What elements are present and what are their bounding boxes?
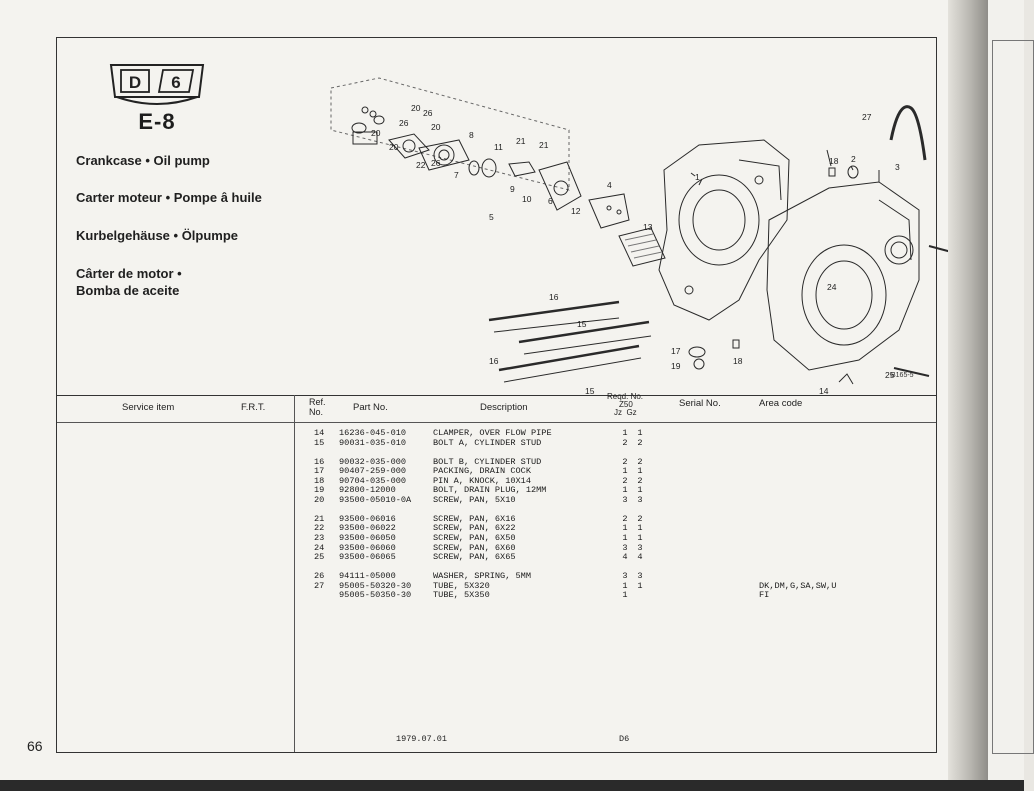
description-cell: CLAMPER, OVER FLOW PIPE (433, 428, 552, 438)
header-reqd-no: Reqd. No. (607, 392, 644, 401)
qty-gz-cell: 1 (637, 466, 643, 477)
title-german: Kurbelgehäuse • Ölpumpe (76, 228, 239, 243)
callout-6: 6 (548, 196, 553, 206)
title-french: Carter moteur • Pompe â huile (76, 190, 262, 205)
description-cell: SCREW, PAN, 5X10 (433, 494, 516, 505)
footer-date: 1979.07.01 (396, 734, 448, 744)
qty-gz-cell: 1 (637, 523, 643, 534)
callout-12: 12 (571, 206, 581, 216)
part-no-cell: 90031-035-010 (339, 437, 407, 448)
ref-no-cell: 22 (314, 523, 325, 534)
title-spanish-line1: Cârter de motor • (76, 266, 182, 281)
qty-jz-cell: 1 (622, 533, 628, 544)
qty-jz-cell: 1 (622, 523, 628, 534)
callout-21-b: 21 (539, 140, 549, 150)
callout-14: 14 (819, 386, 829, 396)
qty-jz-cell: 4 (622, 552, 628, 563)
callout-18-b: 18 (733, 356, 743, 366)
callout-4: 4 (607, 180, 612, 190)
qty-gz-cell: 3 (637, 571, 643, 582)
part-no-cell: 93500-06065 (339, 552, 396, 563)
header-ref-no: Ref. No. (309, 397, 326, 417)
ref-no-cell: 15 (314, 437, 325, 448)
header-part-no: Part No. (353, 402, 388, 413)
description-cell: SCREW, PAN, 6X16 (433, 513, 516, 524)
header-description: Description (480, 402, 528, 413)
callout-10: 10 (522, 194, 532, 204)
callout-24: 24 (827, 282, 837, 292)
description-cell: TUBE, 5X320 (433, 580, 490, 591)
header-frt: F.R.T. (241, 402, 266, 413)
part-no-cell: 95005-50320-30 (339, 580, 412, 591)
page-frame (56, 37, 937, 753)
part-no-cell: 93500-06050 (339, 533, 396, 544)
section-code: E-8 (138, 109, 176, 134)
qty-gz-cell: 1 (637, 580, 643, 591)
description-cell: BOLT B, CYLINDER STUD (433, 456, 542, 467)
column-rule (294, 395, 295, 752)
qty-gz-cell: 1 (637, 533, 643, 544)
callout-27: 27 (862, 112, 872, 122)
part-no-cell: 95005-50350-30 (339, 590, 412, 601)
qty-jz-cell: 2 (622, 456, 628, 467)
callout-9: 9 (510, 184, 515, 194)
qty-jz-cell: 1 (622, 428, 628, 438)
callout-1: 1 (695, 172, 700, 182)
qty-gz-cell: 2 (637, 456, 643, 467)
callout-19: 19 (671, 361, 681, 371)
callout-20-b: 20 (431, 122, 441, 132)
qty-jz-cell: 2 (622, 437, 628, 448)
ref-no-cell: 17 (314, 466, 325, 477)
callout-11: 11 (494, 142, 503, 152)
description-cell: WASHER, SPRING, 5MM (433, 571, 531, 582)
qty-jz-cell: 3 (622, 571, 628, 582)
qty-jz-cell: 1 (622, 466, 628, 477)
callout-8: 8 (469, 130, 474, 140)
callout-18-a: 18 (829, 156, 839, 166)
callout-15-a: 15 (577, 319, 587, 329)
book-gutter (948, 0, 988, 791)
part-no-cell: 92800-12000 (339, 485, 396, 496)
ref-no-cell: 24 (314, 542, 325, 553)
ref-no-cell: 26 (314, 571, 325, 582)
badge-number: 6 (171, 73, 181, 92)
callout-16-a: 16 (549, 292, 559, 302)
qty-gz-cell: 3 (637, 494, 643, 505)
qty-jz-cell: 1 (622, 580, 628, 591)
scan-edge (0, 780, 1024, 791)
description-cell: SCREW, PAN, 6X65 (433, 552, 516, 563)
description-cell: PIN A, KNOCK, 10X14 (433, 475, 531, 486)
diagram-reference: B165-5 (891, 372, 914, 379)
description-cell: SCREW, PAN, 6X50 (433, 533, 516, 544)
callout-25: 25 (885, 370, 895, 380)
page-number: 66 (27, 738, 43, 754)
qty-jz-cell: 3 (622, 494, 628, 505)
table-header (57, 392, 936, 423)
callout-20-a: 20 (411, 103, 421, 113)
callout-26-c: 26 (431, 158, 441, 168)
area-code-cell: FI (759, 590, 770, 601)
callout-15-b: 15 (585, 386, 595, 396)
callout-16-b: 16 (489, 356, 499, 366)
description-cell: SCREW, PAN, 6X60 (433, 542, 516, 553)
ref-no-cell: 14 (314, 428, 325, 438)
part-no-cell: 90032-035-000 (339, 456, 407, 467)
header-reqd-model: Z50 (619, 400, 633, 409)
ref-no-cell: 20 (314, 494, 325, 505)
qty-gz-cell: 2 (637, 475, 643, 486)
header-reqd-cols: Jz Gz (614, 408, 637, 417)
part-no-cell: 93500-05010-0A (339, 494, 412, 505)
qty-jz-cell: 3 (622, 542, 628, 553)
part-no-cell: 90704-035-000 (339, 475, 407, 486)
header-service-item: Service item (122, 402, 175, 413)
description-cell: BOLT A, CYLINDER STUD (433, 437, 542, 448)
qty-jz-cell: 1 (622, 485, 628, 496)
qty-gz-cell: 2 (637, 437, 643, 448)
title-spanish-line2: Bomba de aceite (76, 283, 180, 298)
callout-20-d: 20 (371, 128, 381, 138)
qty-jz-cell: 2 (622, 513, 628, 524)
callout-21-a: 21 (516, 136, 526, 146)
callout-17: 17 (671, 346, 681, 356)
qty-jz-cell: 1 (622, 590, 628, 601)
qty-gz-cell: 2 (637, 513, 643, 524)
title-english: Crankcase • Oil pump (76, 153, 210, 168)
callout-22: 22 (416, 160, 426, 170)
callout-5: 5 (489, 212, 494, 222)
part-no-cell: 93500-06060 (339, 542, 396, 553)
qty-gz-cell: 1 (637, 485, 643, 496)
callout-3: 3 (895, 162, 900, 172)
description-cell: SCREW, PAN, 6X22 (433, 523, 516, 534)
qty-jz-cell: 2 (622, 475, 628, 486)
part-no-cell: 90407-259-000 (339, 466, 407, 477)
callout-labels (371, 103, 959, 396)
header-serial-no: Serial No. (679, 398, 721, 409)
callout-13: 13 (643, 222, 653, 232)
ref-no-cell: 16 (314, 456, 325, 467)
section-badge (107, 61, 207, 107)
ref-no-cell: 19 (314, 485, 325, 496)
illustration-panel (57, 38, 936, 396)
facing-page-edge (988, 0, 1024, 791)
ref-no-cell: 21 (314, 513, 325, 524)
footer-code: D6 (619, 734, 630, 744)
badge-letter: D (128, 73, 142, 92)
description-cell: PACKING, DRAIN COCK (433, 466, 531, 477)
part-no-cell: 93500-06022 (339, 523, 396, 534)
ref-no-cell: 23 (314, 533, 325, 544)
qty-gz-cell: 4 (637, 552, 643, 563)
qty-gz-cell: 3 (637, 542, 643, 553)
ref-no-cell: 18 (314, 475, 325, 486)
ref-no-cell: 25 (314, 552, 325, 563)
part-no-cell: 94111-05000 (339, 571, 396, 582)
ref-no-cell: 27 (314, 580, 325, 591)
qty-gz-cell: 1 (637, 428, 643, 438)
callout-26-a: 26 (423, 108, 433, 118)
header-area-code: Area code (759, 398, 803, 409)
area-code-cell: DK,DM,G,SA,SW,U (759, 580, 837, 591)
callout-20-c: 20 (389, 142, 399, 152)
callout-26-b: 26 (399, 118, 409, 128)
part-no-cell: 93500-06016 (339, 513, 396, 524)
part-no-cell: 16236-045-010 (339, 428, 407, 438)
description-cell: TUBE, 5X350 (433, 590, 490, 601)
exploded-parts-diagram (319, 70, 929, 396)
callout-2: 2 (851, 154, 856, 164)
description-cell: BOLT, DRAIN PLUG, 12MM (433, 485, 547, 496)
callout-7: 7 (454, 170, 459, 180)
